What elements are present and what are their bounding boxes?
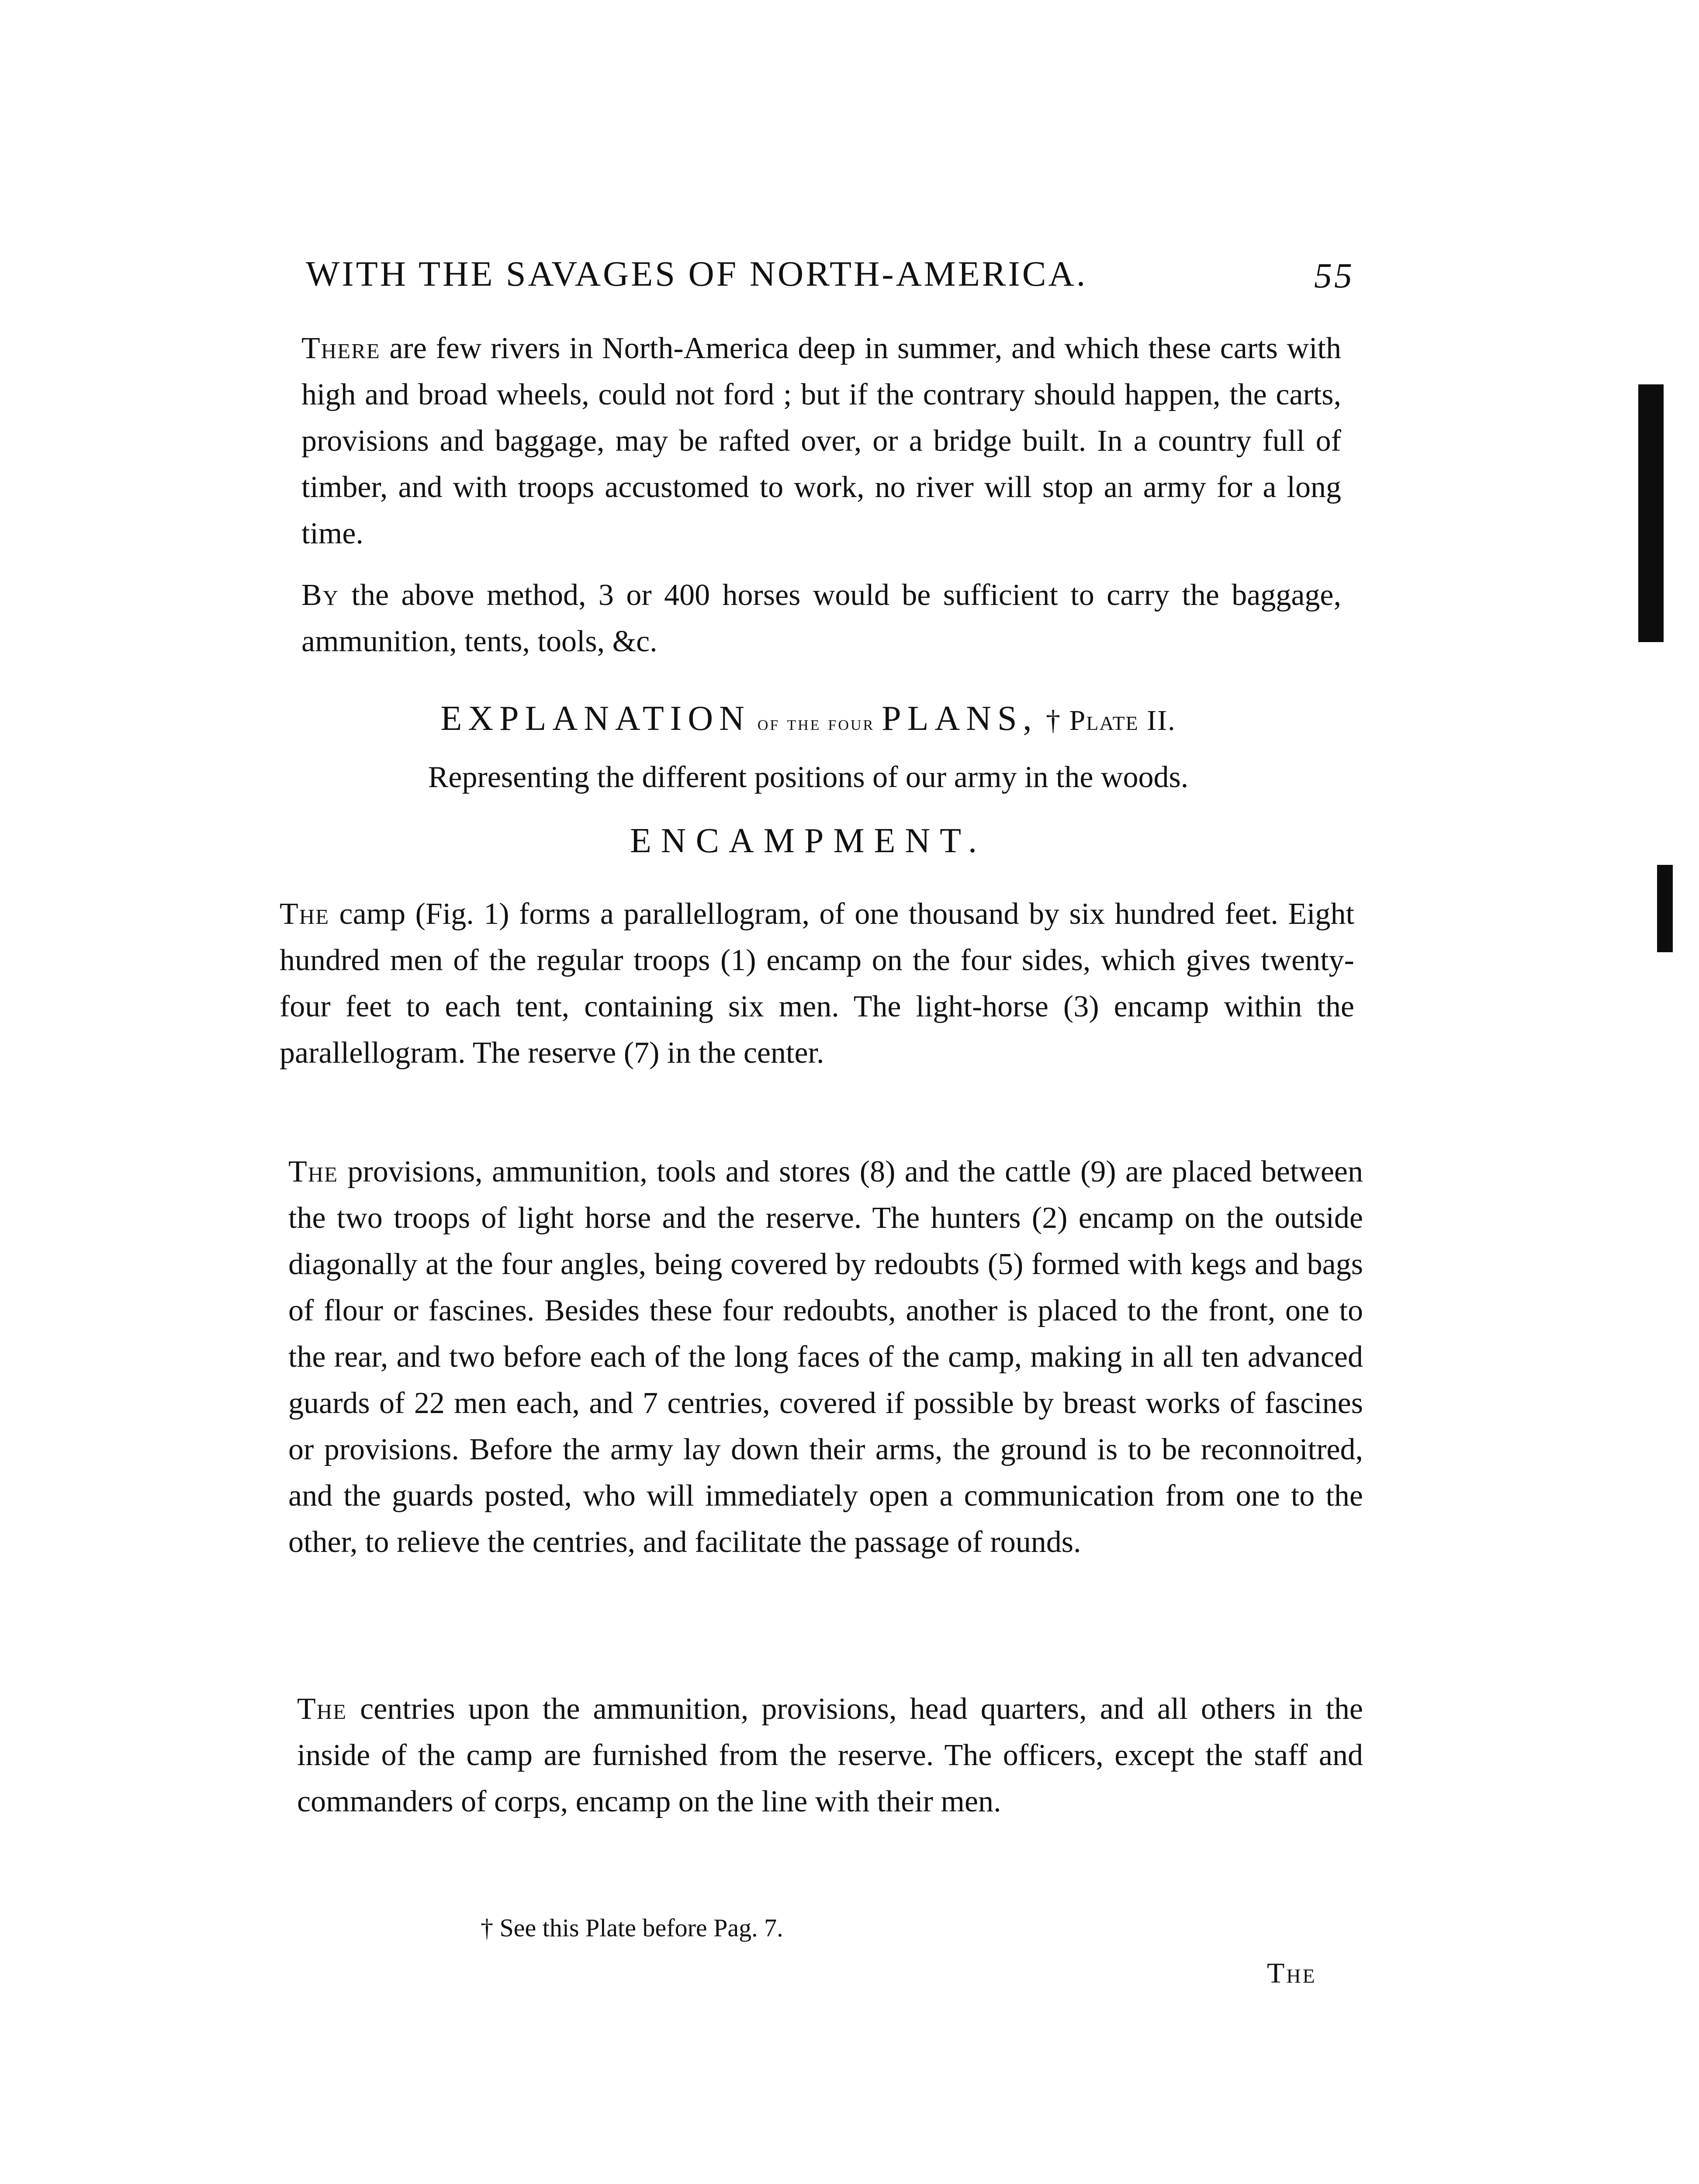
section-subheading: Representing the different positions of our army in the woods. bbox=[428, 760, 1189, 794]
paragraph-lead: The bbox=[297, 1692, 347, 1726]
paragraph-text: are few rivers in North-America deep in summer, and which these carts with high and broad wheels, could not ford ; but if the contrary should happen, the carts, provisions and baggage, may be rafted over, or a bridge built. In a country full of timber, and with troops accustomed to work, no river will stop an army for a long time. bbox=[301, 332, 1341, 550]
paragraph-horses bbox=[301, 572, 1341, 665]
heading-plate-reference: † Plate II. bbox=[1038, 705, 1176, 736]
heading-word-plans: PLANS, bbox=[882, 699, 1038, 738]
catchword: The bbox=[1267, 1957, 1317, 1989]
scan-edge-bar bbox=[1638, 384, 1664, 642]
page-number: 55 bbox=[1314, 256, 1354, 295]
paragraph-lead: The bbox=[288, 1155, 339, 1189]
paragraph-centries bbox=[297, 1686, 1363, 1825]
paragraph-lead: By bbox=[301, 578, 339, 612]
paragraph-text: centries upon the ammunition, provisions, head quarters, and all others in the inside of the camp are furnished from the reserve. The officers, except the staff and commanders of corps, encamp on the line with their men. bbox=[297, 1692, 1363, 1818]
footnote: † See this Plate before Pag. 7. bbox=[481, 1914, 783, 1942]
paragraph-camp bbox=[280, 891, 1354, 1076]
paragraph-provisions bbox=[288, 1149, 1363, 1565]
paragraph-rivers bbox=[301, 325, 1341, 557]
paragraph-lead: There bbox=[301, 332, 381, 365]
section-heading bbox=[306, 699, 1311, 743]
heading-word-explanation: EXPLANATION bbox=[440, 699, 751, 738]
heading-small-words: of the four bbox=[750, 712, 882, 735]
running-head-title: WITH THE SAVAGES OF NORTH-AMERICA. bbox=[306, 254, 1088, 294]
paragraph-text: provisions, ammunition, tools and stores (8) and the cattle (9) are placed between the two troops of light horse and the reserve. The hunters (2) encamp on the outside diagonally at the four angles, being covered by redoubts (5) formed with kegs and bags of flour or fascines. Besides these four redoubts, another is placed to the front, one to the rear, and two before each of the long faces of the camp, making in all ten advanced guards of 22 men each, and 7 centries, covered if possible by breast works of fascines or provisions. Before the army lay down their arms, the ground is to be reconnoitred, and the guards posted, who will immediately open a communication from one to the other, to relieve the centries, and facilitate the passage of rounds. bbox=[288, 1155, 1363, 1559]
running-head bbox=[306, 253, 1354, 301]
paragraph-lead: The bbox=[280, 897, 330, 931]
encampment-heading: ENCAMPMENT. bbox=[630, 822, 987, 860]
paragraph-text: the above method, 3 or 400 horses would be sufficient to carry the baggage, ammunition, tents, tools, &c. bbox=[301, 578, 1341, 658]
scan-edge-mark bbox=[1657, 865, 1673, 952]
paragraph-text: camp (Fig. 1) forms a parallellogram, of one thousand by six hundred feet. Eight hundred men of the regular troops (1) encamp on the four sides, which gives twenty-four feet to each tent, containing six men. The light-horse (3) encamp within the parallellogram. The reserve (7) in the center. bbox=[280, 897, 1354, 1070]
